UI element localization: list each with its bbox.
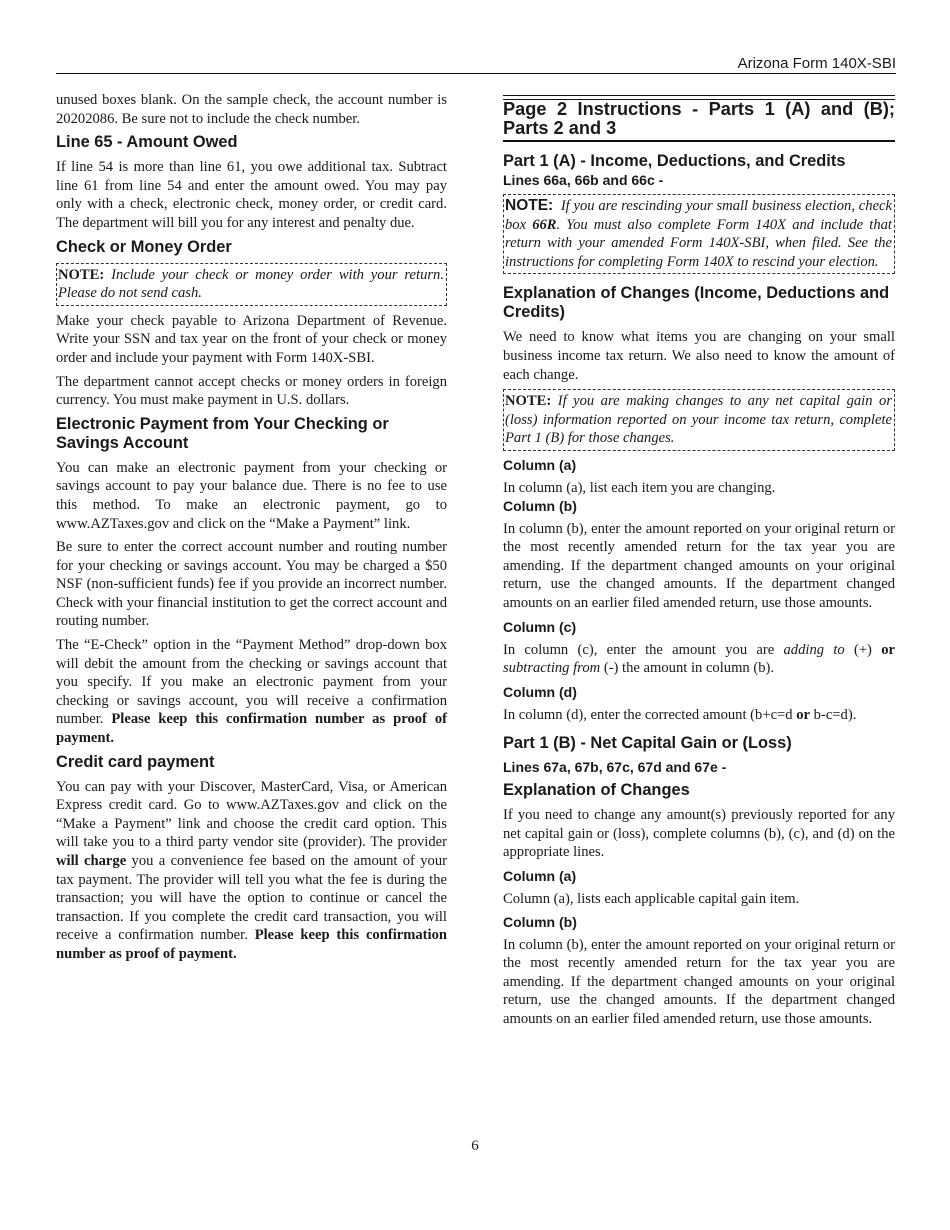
column-a-paragraph: In column (a), list each item you are changing.	[503, 479, 776, 496]
column-a-heading: Column (a)	[503, 456, 577, 473]
electronic-payment-heading: Electronic Payment from Your Checking or Savings Account	[56, 414, 389, 452]
col-c-text-1: In column (c), enter the amount you are	[503, 641, 775, 658]
check-paragraph-1: Make your check payable to Arizona Department of Revenue. Write your SSN and tax year on the front of your check or money order and include your payment with Form 140X-SBI.	[56, 312, 447, 366]
page2-instructions-title-box	[503, 95, 895, 142]
page2-instructions-heading: Page 2 Instructions - Parts 1 (A) and (B); Parts 2 and 3	[503, 99, 895, 138]
right-column	[503, 95, 895, 1034]
note-text: Include your check or money order with your return. Please do not send cash.	[58, 266, 444, 302]
col-c-or: or	[881, 641, 895, 658]
epay-paragraph-1: You can make an electronic payment from your checking or savings account to pay your balance due. There is no fee to use this method. To make an electronic payment, go to www.AZTaxes.gov and click on the “Make a Payment” link.	[56, 459, 447, 532]
part1b-column-b-heading: Column (b)	[503, 913, 577, 930]
part1b-explanation-heading: Explanation of Changes	[503, 781, 690, 800]
cc-text-b: you a convenience fee based on the amount of your tax payment. The provider will tell you what the fee is during the transaction; you will have the option to continue or cancel the transaction. If you complete the credit card transaction, you will receive a confirmation number.	[56, 853, 447, 944]
part1b-column-b-paragraph: In column (b), enter the amount reported on your original return or the most recently amended return for the tax year you are amending. If the department changed amounts on your original return, use the changed amounts. If the department changed amounts on an earlier filed amended return, use those amounts.	[503, 936, 895, 1028]
col-d-or: or	[796, 706, 811, 723]
form-title-header: Arizona Form 140X-SBI	[737, 55, 896, 72]
note-text-a: If you are rescinding your small business election, check box	[505, 198, 892, 233]
col-d-text-1: In column (d), enter the corrected amount (b+c=d	[503, 706, 793, 723]
cc-keep-confirmation: Please keep this confirmation number as proof of payment.	[56, 927, 448, 962]
note-text-b: . You must also complete Form 140X and include that return with your amended Form 140X-SBI, when filed. See the instructions for completing Form 140X to rescind your election.	[505, 216, 892, 270]
line65-heading: Line 65 - Amount Owed	[56, 133, 238, 152]
explanation-of-changes-heading: Explanation of Changes (Income, Deductions and Credits)	[503, 284, 890, 322]
column-b-paragraph: In column (b), enter the amount reported on your original return or the most recently amended return for the tax year you are amending. If the department changed amounts on your original return, use the changed amounts. If the department changed amounts on an earlier filed amended return, use those amounts.	[503, 520, 895, 611]
page-number: 6	[471, 1138, 479, 1154]
part1a-heading: Part 1 (A) - Income, Deductions, and Credits	[503, 152, 846, 170]
col-c-adding-to: adding to	[783, 641, 845, 658]
col-c-subtracting-from: subtracting from	[503, 660, 601, 677]
epay-paragraph-3	[56, 636, 447, 748]
line65-paragraph: If line 54 is more than line 61, you owe additional tax. Subtract line 61 from line 54 and enter the amount owed. You may pay only with a check, electronic check, money order, or credit card. The department will bill you for any interest and penalty due.	[56, 159, 447, 231]
part1a-lines: Lines 66a, 66b and 66c -	[503, 172, 664, 188]
note-label: NOTE:	[505, 393, 552, 410]
part1a-note-box	[503, 194, 895, 274]
check-paragraph-2: The department cannot accept checks or money orders in foreign currency. You must make payment in U.S. dollars.	[56, 373, 447, 409]
credit-card-heading: Credit card payment	[56, 752, 215, 771]
col-c-text-2: (+)	[853, 641, 872, 658]
capital-gain-note-box	[503, 389, 895, 451]
cc-will-charge: will charge	[56, 853, 127, 869]
column-b-heading: Column (b)	[503, 497, 577, 514]
credit-card-paragraph	[56, 778, 447, 964]
check-note-box	[56, 263, 447, 306]
explanation-paragraph: We need to know what items you are changing on your small business income tax return. We also need to know the amount of each change.	[503, 329, 895, 383]
note-label: NOTE:	[505, 197, 554, 214]
epay-paragraph-2: Be sure to enter the correct account number and routing number for your checking or savings account. You may be charged a $50 NSF (non-sufficient funds) fee if you provide an incorrect number. Check with your financial institution to get the correct account and routing number.	[56, 539, 447, 630]
note-label: NOTE:	[58, 266, 105, 283]
part1b-heading: Part 1 (B) - Net Capital Gain or (Loss)	[503, 734, 792, 753]
intro-paragraph: unused boxes blank. On the sample check, the account number is 20202086. Be sure not to include the check number.	[56, 92, 447, 127]
column-c-paragraph	[503, 641, 895, 678]
epay-paragraph-3-text: The “E-Check” option in the “Payment Method” drop-down box will debit the amount from the checking or savings account that you specify. If you make an electronic payment from your checking or savings account, you will receive a confirmation number.	[56, 637, 447, 728]
part1b-column-a-paragraph: Column (a), lists each applicable capital gain item.	[503, 891, 800, 908]
left-column	[56, 91, 447, 969]
epay-keep-confirmation: Please keep this confirmation number as proof of payment.	[56, 711, 447, 747]
header-rule	[56, 73, 896, 74]
col-d-text-2: b-c=d).	[813, 706, 857, 723]
column-d-heading: Column (d)	[503, 683, 577, 700]
part1b-lines: Lines 67a, 67b, 67c, 67d and 67e -	[503, 759, 727, 776]
check-money-order-heading: Check or Money Order	[56, 237, 232, 256]
cc-text-a: You can pay with your Discover, MasterCard, Visa, or American Express credit card. Go to www.AZTaxes.gov and click on the “Make a Payment” link and choose the credit card option. This will take you to a third party vendor site (provider). The provider	[56, 778, 447, 851]
column-d-paragraph	[503, 706, 895, 725]
note-box-66r: 66R	[532, 216, 557, 233]
part1b-paragraph: If you need to change any amount(s) previously reported for any net capital gain or (loss), complete columns (b), (c), and (d) on the appropriate lines.	[503, 807, 895, 861]
note-text: If you are making changes to any net capital gain or (loss) information reported on your income tax return, complete Part 1 (B) for those changes.	[505, 393, 892, 447]
column-c-heading: Column (c)	[503, 618, 577, 635]
part1b-column-a-heading: Column (a)	[503, 868, 577, 885]
col-c-text-3: (-) the amount in column (b).	[603, 660, 775, 677]
